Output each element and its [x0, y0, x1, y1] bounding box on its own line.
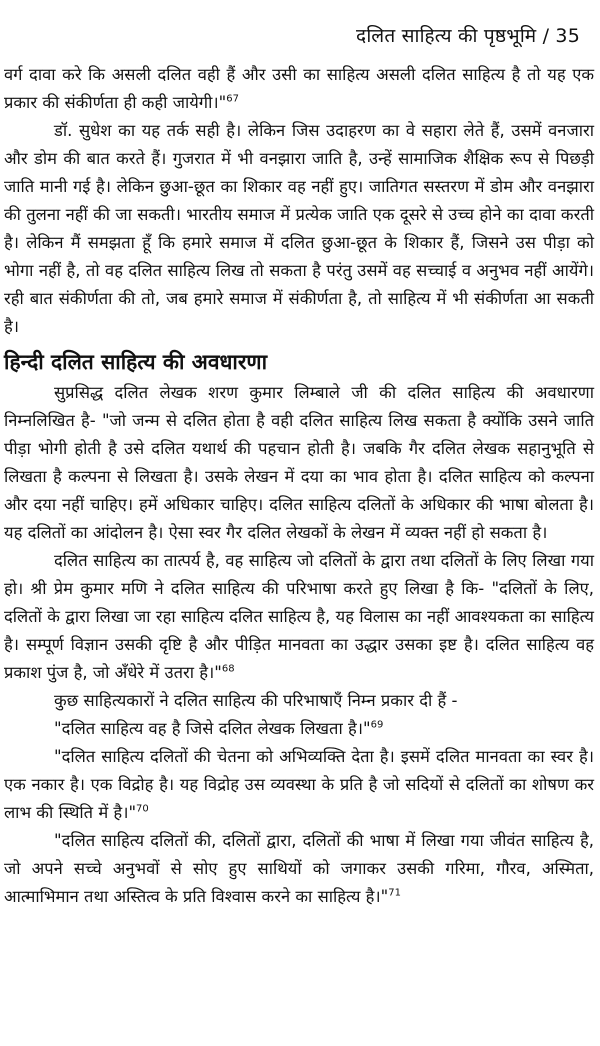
quote-paragraph: [4, 827, 594, 911]
footnote-marker: 71: [388, 887, 401, 899]
paragraph: [4, 117, 594, 341]
quote-paragraph: [4, 743, 594, 827]
paragraph-continuation: [4, 61, 594, 117]
paragraph-text: वर्ग दावा करे कि असली दलित वही हैं और उसी का साहित्य असली दलित साहित्य है तो यह एक प्रकार की संकीर्णता ही कही जायेगी।": [4, 65, 594, 112]
paragraph: [4, 547, 594, 687]
footnote-marker: 70: [136, 803, 149, 815]
paragraph-text: कुछ साहित्यकारों ने दलित साहित्य की परिभाषाएँ निम्न प्रकार दी हैं -: [54, 691, 458, 710]
footnote-marker: 69: [370, 719, 384, 731]
footnote-marker: 68: [221, 663, 235, 675]
footnote-marker: 67: [226, 93, 239, 105]
page-body: [4, 61, 594, 911]
paragraph: [4, 379, 594, 547]
paragraph-text: दलित साहित्य का तात्पर्य है, वह साहित्य जो दलितों के द्वारा तथा दलितों के लिए लिखा गया हो। श्री प्रेम कुमार मणि ने दलित साहित्य की परिभाषा करते हुए लिखा है कि- "दलितों के लिए, दलितों के द्वारा लिखा जा रहा साहित्य दलित साहित्य है, यह विलास का नहीं आवश्यकता का साहित्य है। सम्पूर्ण विज्ञान उसकी दृष्टि है और पीड़ित मानवता का उद्धार उसका इष्ट है। दलित साहित्य वह प्रकाश पुंज है, जो अँधेरे में उतरा है।": [4, 551, 594, 682]
running-header: दलित साहित्य की पृष्ठभूमि / 35: [356, 25, 580, 47]
paragraph-text: डॉ. सुधेश का यह तर्क सही है। लेकिन जिस उदाहरण का वे सहारा लेते हैं, उसमें वनजारा और डोम की बात करते हैं। गुजरात में भी वनझारा जाति है, उन्हें सामाजिक शैक्षिक रूप से पिछड़ी जाति मानी गई है। लेकिन छुआ-छूत का शिकार वह नहीं हुए। जातिगत सस्तरण में डोम और वनझारा की तुलना नहीं की जा सकती। भारतीय समाज में प्रत्येक जाति एक दूसरे से उच्च होने का दावा करती है। लेकिन मैं समझता हूँ कि हमारे समाज में दलित छुआ-छूत के शिकार हैं, जिसने उस पीड़ा को भोगा नहीं है, तो वह दलित साहित्य लिख तो सकता है परंतु उसमें वह सच्चाई व अनुभव नहीं आयेंगे। रही बात संकीर्णता की तो, जब हमारे समाज में संकीर्णता है, तो साहित्य में भी संकीर्णता आ सकती है।: [4, 121, 594, 336]
paragraph: [4, 687, 594, 715]
section-heading: हिन्दी दलित साहित्य की अवधारणा: [4, 350, 268, 374]
paragraph-text: "दलित साहित्य दलितों की चेतना को अभिव्यक्ति देता है। इसमें दलित मानवता का स्वर है। एक नकार है। एक विद्रोह है। यह विद्रोह उस व्यवस्था के प्रति है जो सदियों से दलितों का शोषण कर लाभ की स्थिति में है।": [4, 747, 594, 822]
quote-paragraph: [4, 715, 594, 743]
paragraph-text: "दलित साहित्य दलितों की, दलितों द्वारा, दलितों की भाषा में लिखा गया जीवंत साहित्य है, जो अपने सच्चे अनुभवों से सोए हुए साथियों को जगाकर उसकी गरिमा, गौरव, अस्मिता, आत्माभिमान तथा अस्तित्व के प्रति विश्वास करने का साहित्य है।": [4, 831, 594, 906]
paragraph-text: सुप्रसिद्ध दलित लेखक शरण कुमार लिम्बाले जी की दलित साहित्य की अवधारणा निम्नलिखित है- "जो जन्म से दलित होता है वही दलित साहित्य लिख सकता है क्योंकि उसने जाति पीड़ा भोगी होती है उसे दलित यथार्थ की पहचान होती है। जबकि गैर दलित लेखक सहानुभूति से लिखता है कल्पना से लिखता है। उसके लेखन में दया का भाव होता है। दलित साहित्य को कल्पना और दया नहीं चाहिए। हमें अधिकार चाहिए। दलित साहित्य दलितों के अधिकार की भाषा बोलता है। यह दलितों का आंदोलन है। ऐसा स्वर गैर दलित लेखकों के लेखन में व्यक्त नहीं हो सकता है।: [4, 383, 594, 542]
paragraph-text: "दलित साहित्य वह है जिसे दलित लेखक लिखता है।": [54, 719, 371, 738]
